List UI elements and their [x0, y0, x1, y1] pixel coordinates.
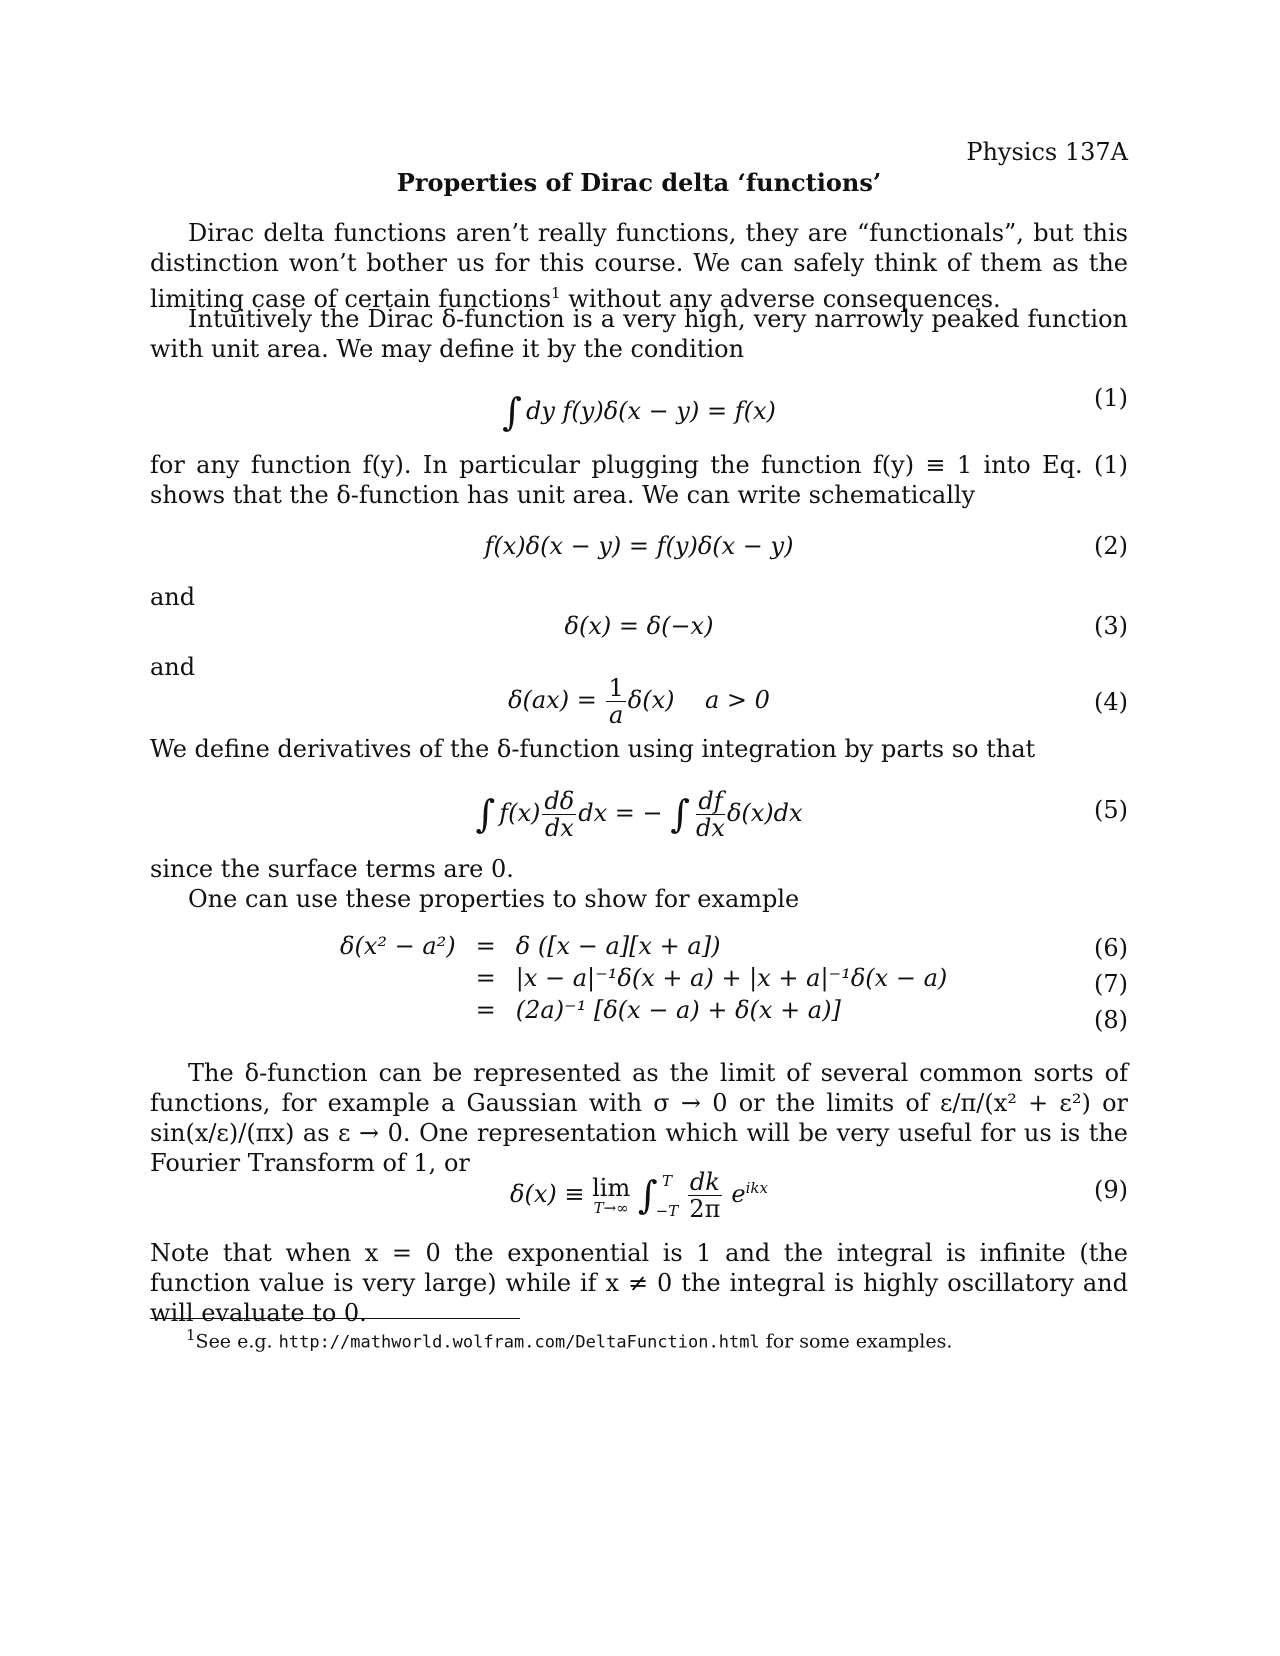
equation-6: δ(x² − a²) = δ ([x − a][x + a]) — [340, 932, 721, 960]
footnote-rule — [150, 1318, 520, 1319]
connector-and-1: and — [150, 583, 196, 611]
footnote-mark: 1 — [186, 1326, 196, 1344]
equation-7: = |x − a|⁻¹δ(x + a) + |x + a|⁻¹δ(x − a) — [475, 964, 948, 992]
equation-5-number: (5) — [1094, 796, 1128, 824]
equation-6-number: (6) — [1094, 934, 1128, 962]
example-intro-line: One can use these properties to show for example — [188, 885, 800, 913]
surface-terms-line: since the surface terms are 0. — [150, 855, 514, 883]
integral-sign: ∫ — [637, 1173, 658, 1217]
equation-3-number: (3) — [1094, 612, 1128, 640]
integral-sign: ∫ — [670, 792, 691, 836]
equation-4-number: (4) — [1094, 688, 1128, 716]
equation-array-6-8 — [150, 930, 1128, 1040]
intro-text-a: Dirac delta functions aren’t really functions, they are “functionals”, but this distinction won’t bother us for this course. We can safely think of them as the limiting case of certain functions — [150, 219, 1128, 313]
conclusion-paragraph: Note that when x = 0 the exponential is 1 and the integral is infinite (the function value is very large) while if x ≠ 0 the integral is highly oscillatory and will evaluate to 0. — [150, 1239, 1128, 1327]
course-label: Physics 137A — [966, 138, 1128, 166]
unit-area-paragraph: for any function f(y). In particular plugging the function f(y) ≡ 1 into Eq. (1) shows that the δ-function has unit area. We can write schematically — [150, 451, 1128, 509]
equation-2-body: f(x)δ(x − y) = f(y)δ(x − y) — [484, 532, 794, 560]
equation-5-fraction-b: $\frac{df}{dx}$ — [696, 787, 725, 842]
definition-paragraph: Intuitively the Dirac δ-function is a very high, very narrowly peaked function with unit area. We may define it by the condition — [150, 305, 1128, 363]
representation-paragraph: The δ-function can be represented as the limit of several common sorts of functions, for example a Gaussian with σ → 0 or the limits of ε/π/(x² + ε²) or sin(x/ε)/(πx) as ε → 0. One representation which will be very useful for us is the Fourier Transform of 1, or — [150, 1059, 1128, 1177]
equation-4-rhs: δ(x) a > 0 — [627, 686, 770, 714]
footnote-link[interactable]: http://mathworld.wolfram.com/DeltaFunction.html — [278, 1332, 760, 1353]
limit-operator: lim T→∞ — [592, 1173, 631, 1217]
equation-8: = (2a)⁻¹ [δ(x − a) + δ(x + a)] — [475, 996, 841, 1024]
equation-1-body: dy f(y)δ(x − y) = f(x) — [525, 397, 776, 425]
footnote-ref[interactable]: 1 — [551, 284, 561, 302]
intro-paragraph — [150, 218, 1128, 314]
page-title: Properties of Dirac delta ‘functions’ — [396, 168, 882, 197]
equation-4-fraction: $\frac{1}{a}$ — [608, 674, 624, 729]
equation-9-number: (9) — [1094, 1176, 1128, 1204]
integral-sign: ∫ — [475, 792, 496, 836]
equation-4-lhs: δ(ax) = — [508, 686, 597, 714]
equation-5-fraction-a: $\frac{d\delta}{dx}$ — [544, 787, 575, 842]
intro-text-b: without any adverse consequences. — [560, 285, 1001, 313]
integral-sign: ∫ — [502, 390, 522, 434]
equation-7-number: (7) — [1094, 970, 1128, 998]
integral-limits: T −T — [655, 1171, 679, 1220]
footnote: $^1$See e.g. http://mathworld.wolfram.com/DeltaFunction.html for some examples. — [186, 1326, 953, 1353]
equation-2-number: (2) — [1094, 532, 1128, 560]
derivative-paragraph: We define derivatives of the δ-function using integration by parts so that — [150, 735, 1036, 763]
equation-8-number: (8) — [1094, 1006, 1128, 1034]
connector-and-2: and — [150, 653, 196, 681]
equation-3-body: δ(x) = δ(−x) — [564, 612, 714, 640]
document-page: Physics 137A Properties of Dirac delta ‘functions’ Dirac delta functions aren’t really functions, they are “functionals”, but this distinction won’t bother us for this course. We can safely think of them as the limiting case of certain functions$^1$ without any adverse consequences. Intuitively the Dirac δ-function is a very high, very narrowly peaked function with unit area. We may define it by the condition ∫ dy f(y)δ(x − y) = f(x) (1) for any function f(y). In particular plugging the function f(y) ≡ 1 into Eq. (1) shows that the δ-function has unit area. We can write schematically f(x)δ(x − y) = f(y)δ(x − y) (2) and δ(x) = δ(−x) (3) and δ(ax) = $\frac{1}{a}$ δ(x) a > 0 (4) We define derivatives of the δ-function using integration by parts so that ∫ f(x) $\frac{d\delta}{dx}$ dx = − ∫ $\frac{df}{dx}$ δ(x)dx (5) since the surface terms are 0. One can use these properties to show for example δ(x² − a²) = δ ([x − a][x + a]) = |x − a|⁻¹δ(x + a) + |x + a|⁻¹δ(x − a) = (2a)⁻¹ [δ(x − a) + δ(x + a)] (6) (7) (8) The δ-function can be represented as the limit of several common sorts of functions, for example a Gaussian with σ → 0 or the limits of ε/π/(x² + ε²) or sin(x/ε)/(πx) as ε → 0. One representation which will be very useful for us is the Fourier Transform of 1, or δ(x) ≡ lim T→∞ ∫ T −T $\frac{dk}{2\pi}$ $e^{ikx}$ (9) Note that when x = 0 the exponential is 1 and the integral is infinite (the function value is very large) while if x ≠ 0 the integral is highly oscillatory and will evaluate to 0. $^1$See e.g. http://mathworld.wolfram.com/DeltaFunction.html for some examples. — [150, 138, 1128, 1353]
equation-9-fraction: $\frac{dk}{2\pi}$ — [689, 1168, 721, 1223]
equation-1-number: (1) — [1094, 384, 1128, 412]
